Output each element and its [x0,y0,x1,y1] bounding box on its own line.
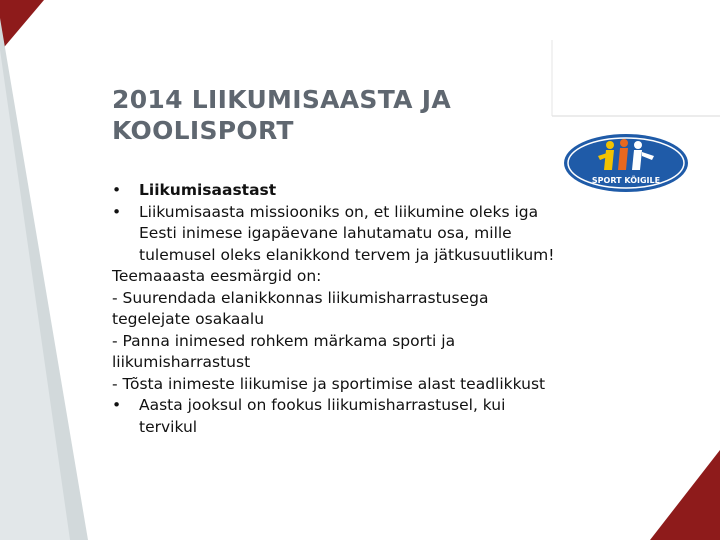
bullet-text-line: Aasta jooksul on fookus liikumisharrastusel, kui [139,396,506,414]
top-left-red-wedge [0,0,44,52]
goal-line: liikumisharrastust [112,353,251,371]
bullet-marker: • [112,181,122,199]
bullet-item-3 [112,395,672,438]
goal-line: - Tõsta inimeste liikumise ja sportimise alast teadlikkust [112,374,546,393]
goal-line: - Suurendada elanikkonnas liikumisharrastusega [112,288,489,307]
bullet-text-line: tervikul [139,417,198,436]
goal-line: tegelejate osakaalu [112,310,265,328]
goals-heading: Teemaaasta eesmärgid on: [112,267,322,285]
goal-line: - Panna inimesed rohkem märkama sporti ja [112,331,456,350]
bullet-text-line: tulemusel oleks elanikkond tervem ja jätkusuutlikum! [139,245,555,264]
bullet-item-2 [112,202,672,267]
logo-text: SPORT KÕIGILE [591,176,661,185]
bullet-marker: • [112,202,122,221]
bullet-marker: • [112,396,122,414]
bullet-text-line: Eesti inimese igapäevane lahutamatu osa, mille [139,224,512,242]
slide-title [112,84,572,146]
left-gray-panel-light [0,50,70,540]
bullet-item-1 [112,180,672,202]
bullet-text: Liikumisaastast [139,181,277,199]
bottom-right-red-wedge [650,450,720,540]
bullet-text-line: Liikumisaasta missiooniks on, et liikumine oleks iga [139,202,539,221]
slide-body [112,180,672,438]
title-line-2: KOOLISPORT [112,116,294,145]
title-line-1: 2014 LIIKUMISAASTA JA [112,85,452,114]
